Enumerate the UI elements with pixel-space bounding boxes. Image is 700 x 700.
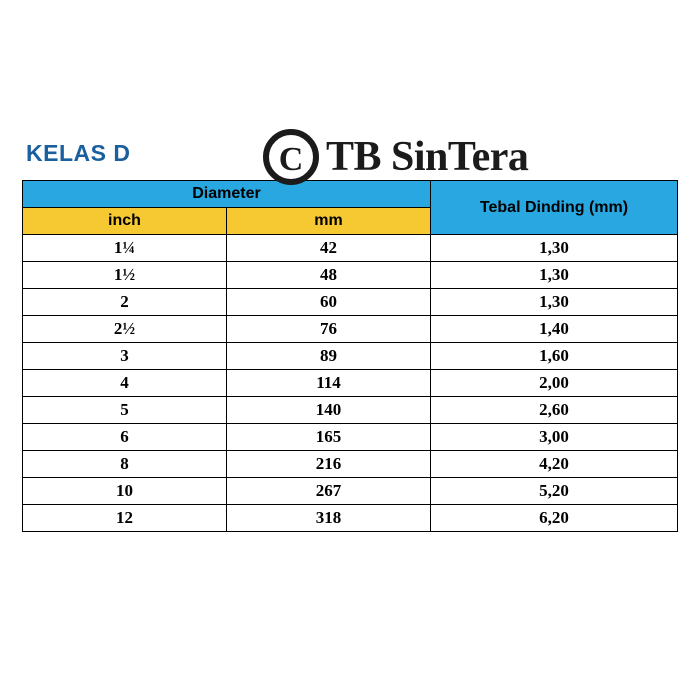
- cell-mm: 48: [227, 262, 431, 289]
- cell-inch: 3: [23, 343, 227, 370]
- cell-tebal: 1,30: [431, 235, 678, 262]
- table-row: [23, 478, 678, 505]
- cell-tebal: 2,00: [431, 370, 678, 397]
- cell-inch: 2½: [23, 316, 227, 343]
- column-header-inch: inch: [23, 208, 227, 235]
- table-row: [23, 424, 678, 451]
- table-row: [23, 316, 678, 343]
- pipe-spec-table: [22, 180, 678, 532]
- cell-inch: 10: [23, 478, 227, 505]
- column-group-header-diameter: Diameter: [23, 181, 431, 208]
- copyright-icon: [262, 128, 320, 186]
- cell-mm: 267: [227, 478, 431, 505]
- cell-tebal: 1,40: [431, 316, 678, 343]
- cell-mm: 318: [227, 505, 431, 532]
- cell-mm: 216: [227, 451, 431, 478]
- cell-inch: 1½: [23, 262, 227, 289]
- cell-inch: 1¼: [23, 235, 227, 262]
- cell-inch: 2: [23, 289, 227, 316]
- table-row: [23, 289, 678, 316]
- table-row: [23, 451, 678, 478]
- table-header-row-group: [23, 181, 678, 208]
- cell-mm: 60: [227, 289, 431, 316]
- cell-tebal: 2,60: [431, 397, 678, 424]
- cell-mm: 42: [227, 235, 431, 262]
- cell-tebal: 1,30: [431, 289, 678, 316]
- cell-inch: 6: [23, 424, 227, 451]
- cell-tebal: 6,20: [431, 505, 678, 532]
- column-header-wall-thickness: Tebal Dinding (mm): [431, 181, 678, 235]
- cell-inch: 8: [23, 451, 227, 478]
- cell-inch: 5: [23, 397, 227, 424]
- table-row: [23, 505, 678, 532]
- cell-tebal: 1,60: [431, 343, 678, 370]
- cell-mm: 140: [227, 397, 431, 424]
- table-body: [23, 235, 678, 532]
- cell-tebal: 4,20: [431, 451, 678, 478]
- table-row: [23, 235, 678, 262]
- table-row: [23, 343, 678, 370]
- cell-mm: 114: [227, 370, 431, 397]
- cell-tebal: 1,30: [431, 262, 678, 289]
- cell-mm: 89: [227, 343, 431, 370]
- cell-inch: 12: [23, 505, 227, 532]
- table-head: [23, 181, 678, 235]
- cell-tebal: 5,20: [431, 478, 678, 505]
- svg-text:C: C: [278, 141, 304, 178]
- cell-inch: 4: [23, 370, 227, 397]
- watermark-brand: TB SinTera: [326, 134, 529, 180]
- column-header-mm: mm: [227, 208, 431, 235]
- pipe-spec-table-container: [22, 180, 678, 532]
- table-row: [23, 397, 678, 424]
- cell-mm: 165: [227, 424, 431, 451]
- page-title: KELAS D: [26, 140, 131, 166]
- table-row: [23, 370, 678, 397]
- table-row: [23, 262, 678, 289]
- watermark: [262, 128, 528, 186]
- cell-tebal: 3,00: [431, 424, 678, 451]
- cell-mm: 76: [227, 316, 431, 343]
